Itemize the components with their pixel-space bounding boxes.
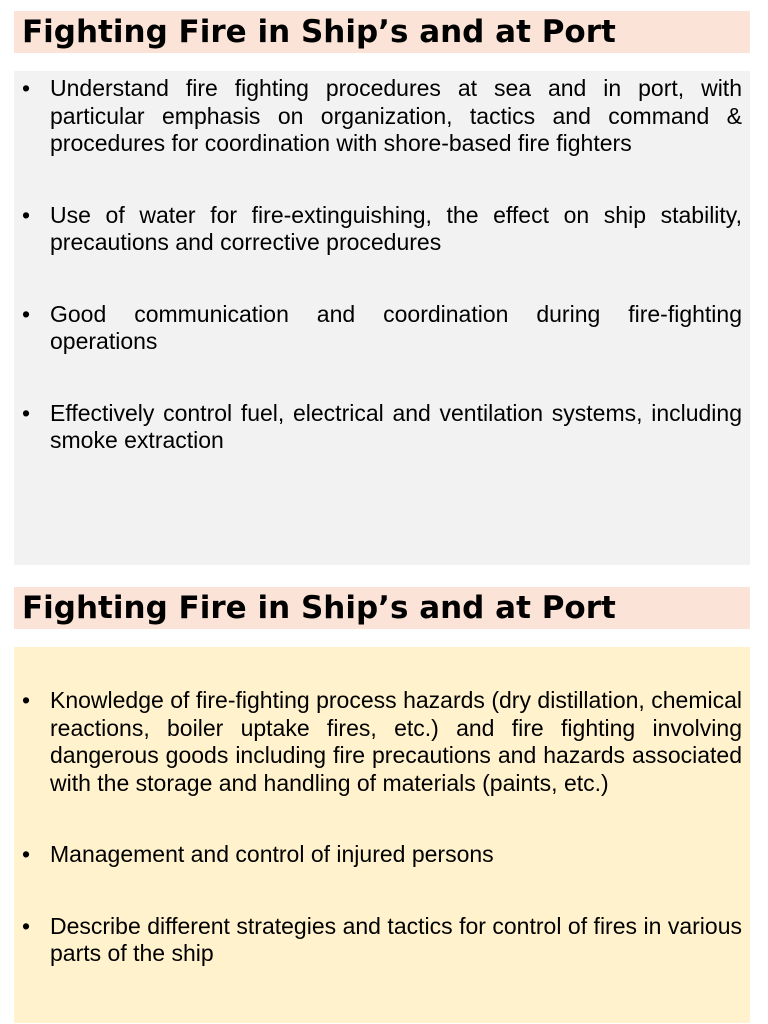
bullet-icon: • — [22, 841, 31, 867]
bullet-icon: • — [22, 687, 31, 713]
bullet-icon: • — [22, 201, 31, 228]
bullet-item — [20, 301, 742, 356]
bullet-list — [20, 75, 742, 455]
bullet-icon: • — [22, 75, 31, 101]
bullet-item — [20, 687, 742, 797]
slide-content — [14, 647, 750, 1023]
bullet-icon: • — [22, 912, 31, 939]
bullet-text: Management and control of injured persons — [50, 841, 494, 867]
bullet-text: Good communication and coordination during fire-fighting operations — [50, 300, 742, 354]
slide-2 — [14, 587, 750, 966]
slide-title-bar — [14, 587, 750, 629]
bullet-item — [20, 75, 742, 158]
bullet-item — [20, 841, 742, 869]
bullet-item — [20, 913, 742, 968]
bullet-item — [20, 400, 742, 455]
bullet-text: Describe different strategies and tactics for control of fires in various parts of the ship — [50, 912, 742, 966]
bullet-text: Knowledge of fire-fighting process hazards (dry distillation, chemical reactions, boiler uptake fires, etc.) and fire fighting involving dangerous goods including fire precautions and hazards associated with the storage and handling of materials (paints, etc.) — [50, 687, 742, 796]
slide-1 — [14, 11, 750, 453]
bullet-icon: • — [22, 399, 31, 426]
bullet-text: Effectively control fuel, electrical and ventilation systems, including smoke extraction — [50, 399, 742, 453]
bullet-item — [20, 202, 742, 257]
bullet-icon: • — [22, 300, 31, 327]
bullet-list — [20, 687, 742, 968]
slide-title: Fighting Fire in Ship’s and at Port — [22, 13, 616, 50]
slide-content — [14, 71, 750, 565]
bullet-text: Understand fire fighting procedures at sea and in port, with particular emphasis on organization, tactics and command & procedures for coordination with shore-based fire fighters — [50, 75, 742, 156]
slide-title-bar — [14, 11, 750, 53]
slide-title: Fighting Fire in Ship’s and at Port — [22, 589, 616, 626]
bullet-text: Use of water for fire-extinguishing, the effect on ship stability, precautions and corrective procedures — [50, 201, 742, 255]
